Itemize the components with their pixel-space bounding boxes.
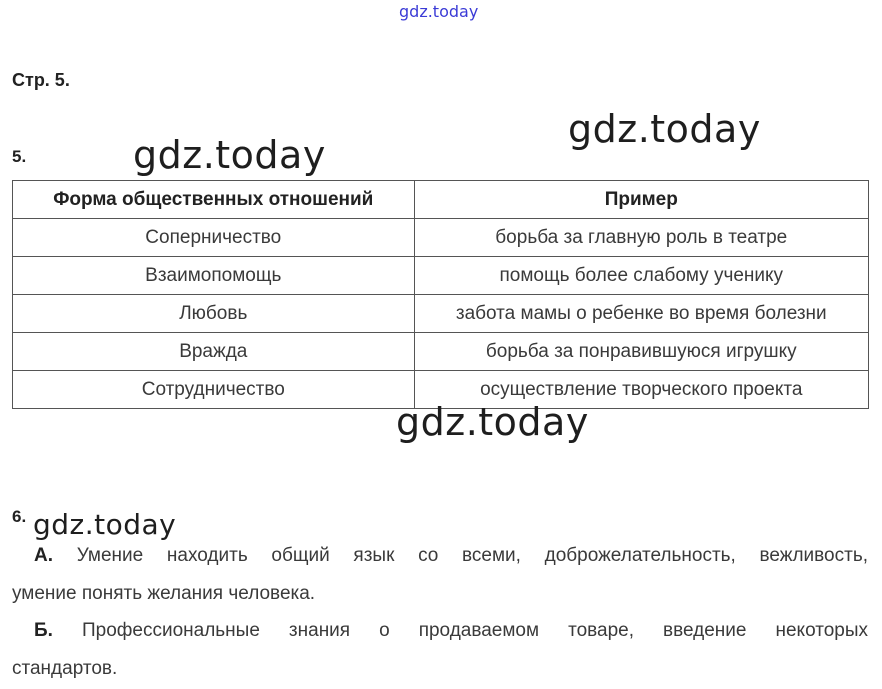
table-row xyxy=(13,257,869,295)
cell-form: Любовь xyxy=(13,295,415,333)
answer-b-label: Б. xyxy=(34,620,53,641)
cell-form: Сотрудничество xyxy=(13,371,415,409)
watermark: gdz.today xyxy=(396,400,589,444)
watermark: gdz.today xyxy=(133,133,326,177)
task-5-number: 5. xyxy=(12,147,27,166)
cell-form: Соперничество xyxy=(13,219,415,257)
cell-example: борьба за понравившуюся игрушку xyxy=(414,333,868,371)
answer-b-line1 xyxy=(12,612,868,650)
answer-b-line2: стандартов. xyxy=(12,658,118,679)
answer-a-line1 xyxy=(12,537,868,575)
answer-a-line2: умение понять желания человека. xyxy=(12,583,316,604)
header-form: Форма общественных отношений xyxy=(13,181,415,219)
answer-b-text1: Профессиональные знания о продаваемом товаре, введение некоторых xyxy=(81,620,868,641)
table-row xyxy=(13,333,869,371)
answer-a xyxy=(12,537,868,613)
cell-example: борьба за главную роль в театре xyxy=(414,219,868,257)
header-example: Пример xyxy=(414,181,868,219)
cell-form: Вражда xyxy=(13,333,415,371)
relations-table xyxy=(12,180,869,409)
answer-b xyxy=(12,612,868,688)
table-row xyxy=(13,295,869,333)
table-row xyxy=(13,219,869,257)
cell-form: Взаимопомощь xyxy=(13,257,415,295)
answer-a-label: А. xyxy=(34,545,53,566)
task-6-number: 6. xyxy=(12,507,27,526)
watermark: gdz.today xyxy=(568,107,761,151)
watermark-top: gdz.today xyxy=(399,2,479,21)
watermark: gdz.today xyxy=(33,508,177,541)
answer-a-text1: Умение находить общий язык со всеми, доброжелательность, вежливость, xyxy=(76,545,868,566)
cell-example: осуществление творческого проекта xyxy=(414,371,868,409)
table-header-row xyxy=(13,181,869,219)
page-number: Стр. 5. xyxy=(12,70,70,90)
cell-example: помощь более слабому ученику xyxy=(414,257,868,295)
cell-example: забота мамы о ребенке во время болезни xyxy=(414,295,868,333)
